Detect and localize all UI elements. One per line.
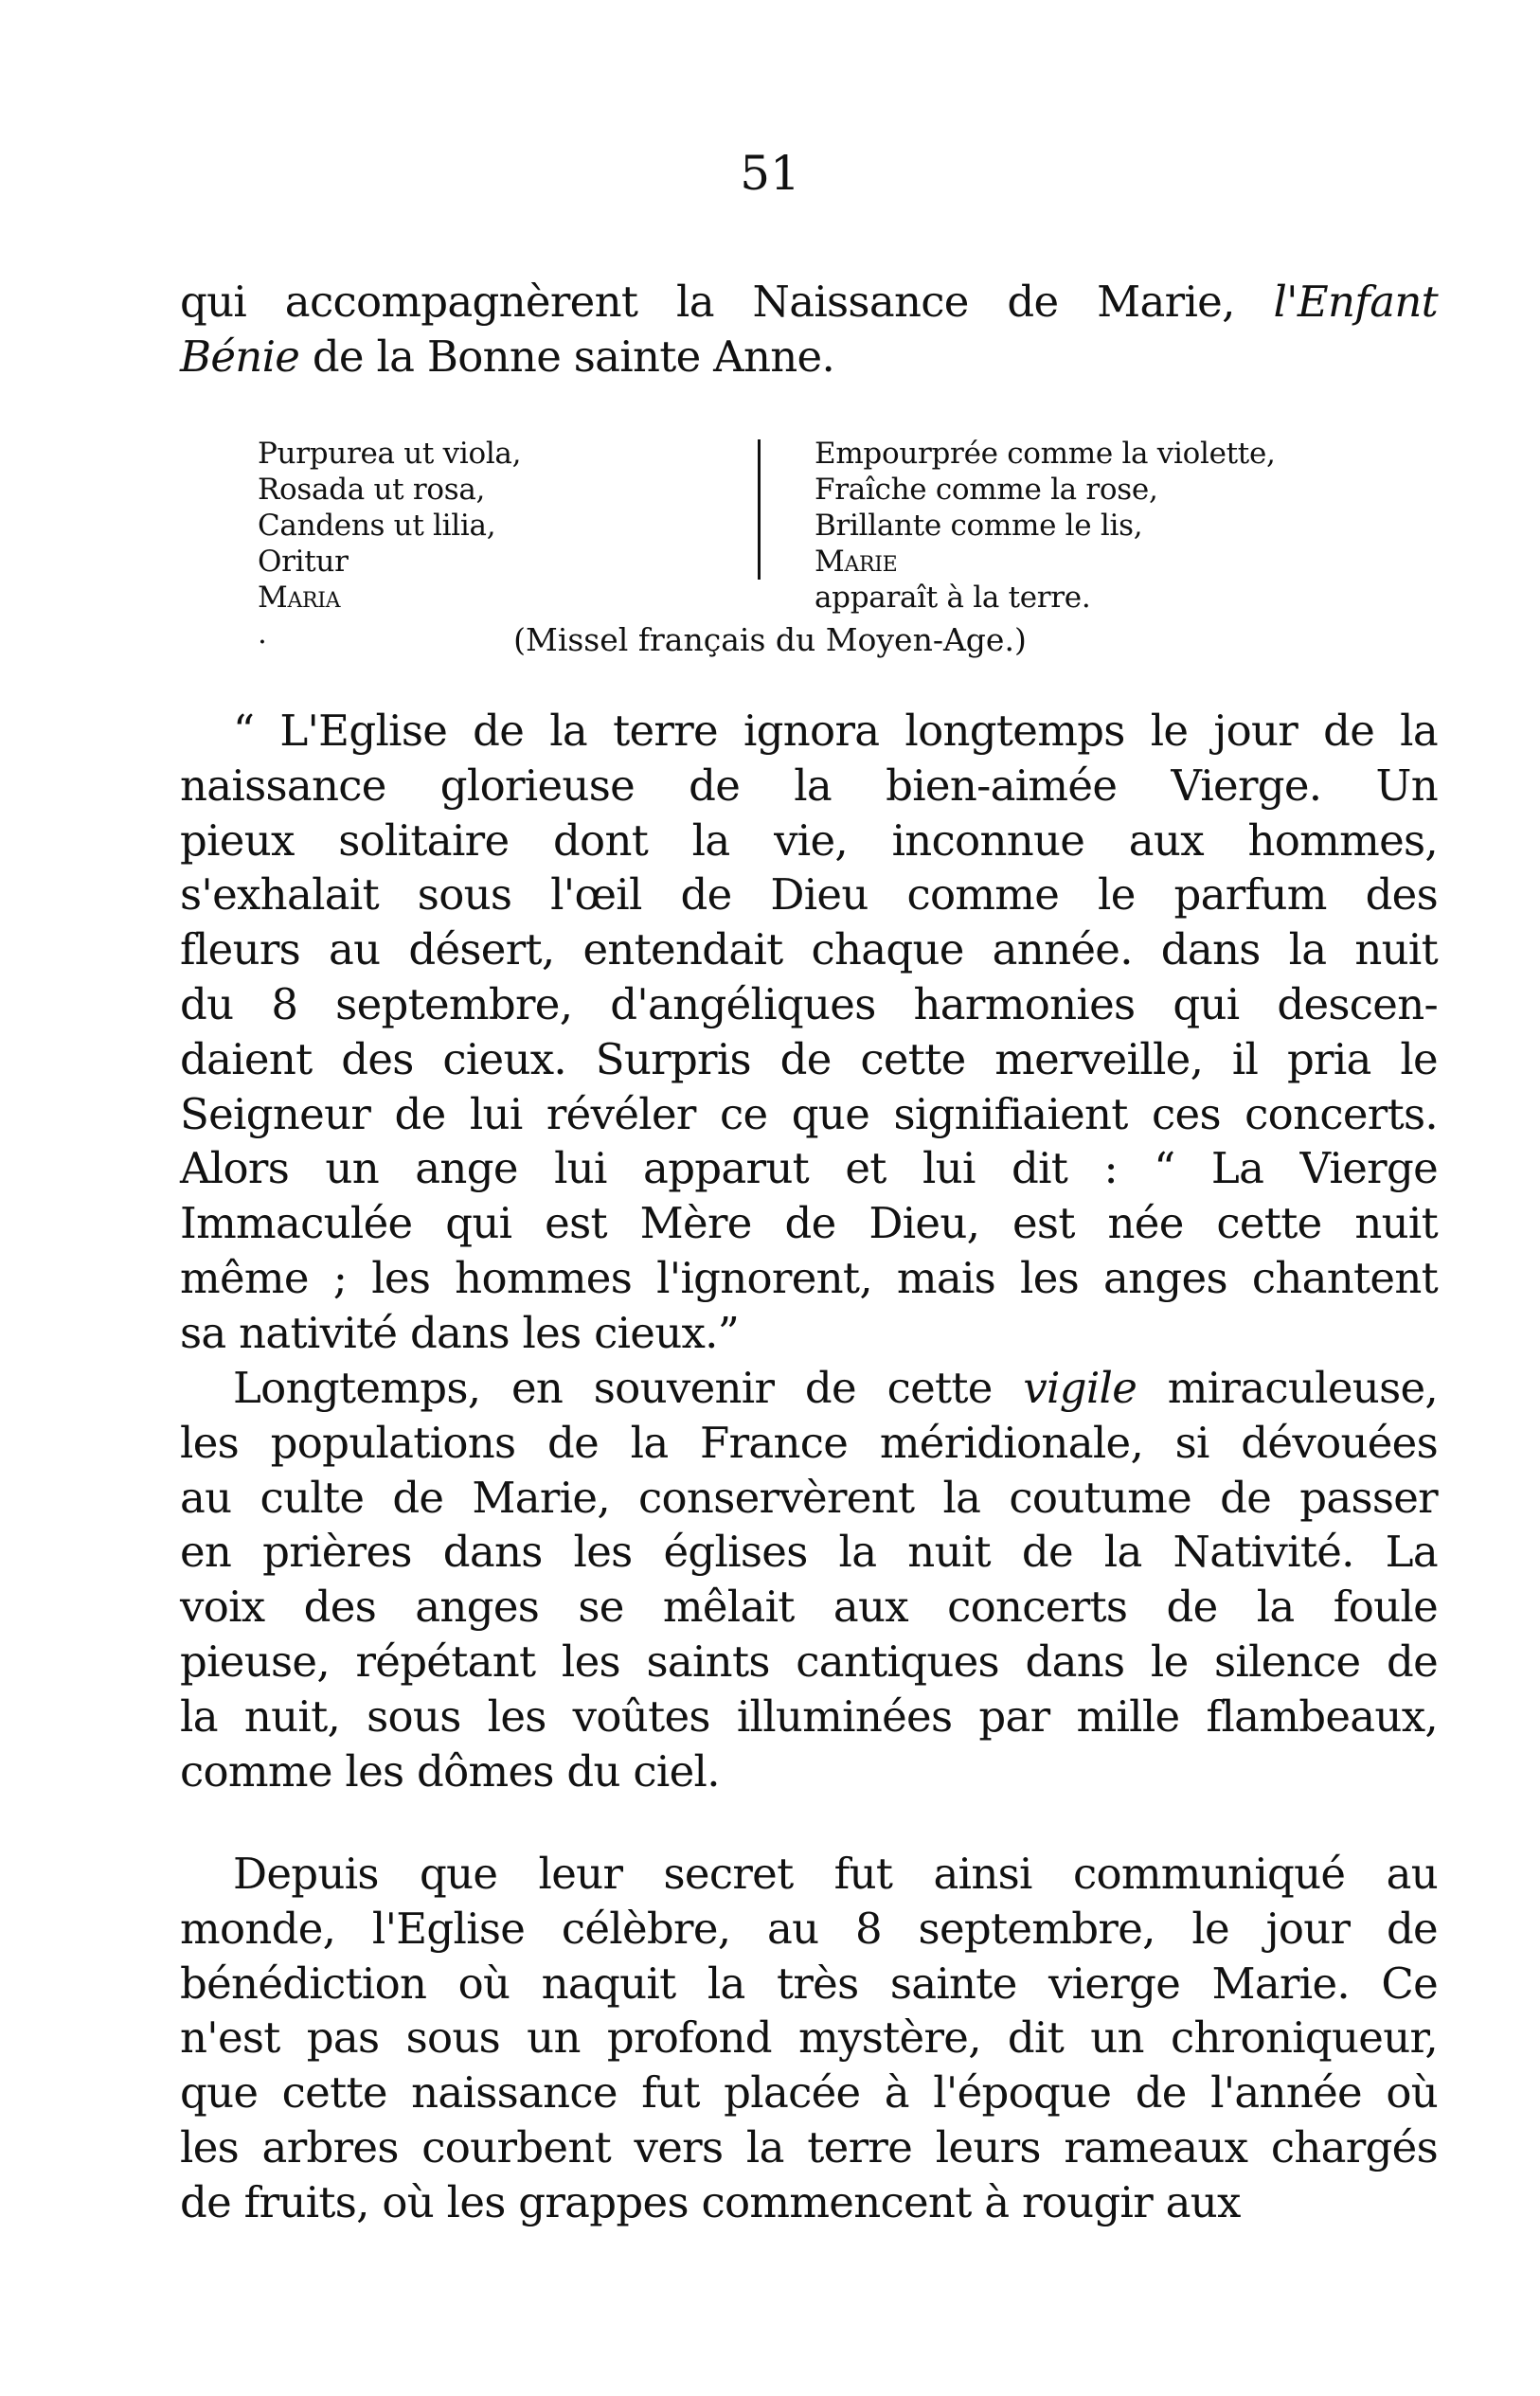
text-line: les arbres courbent vers la terre leurs rameaux chargés [180,2121,1438,2172]
text-line [180,275,1438,330]
text-line: Depuis que leur secret fut ainsi communiqué au [233,1849,1438,1899]
emphasized-text: Bénie [180,331,300,382]
page-number: 51 [740,146,800,201]
text-span: voix des anges se mêlait aux concerts de la foule [180,1582,1438,1633]
text-span: la nuit, sous les voûtes illuminées par mille flambeaux, [180,1690,1438,1742]
text-line: fleurs au désert, entendait chaque année. dans la nuit [180,924,1438,975]
text-line: daient des cieux. Surpris de cette merveille, il pria le [180,1033,1438,1084]
poem-line: Rosada ut rosa, [258,473,486,507]
text-line: Immaculée qui est Mère de Dieu, est née cette nuit [180,1198,1438,1249]
text-span: apparaît à la terre. [815,581,1091,615]
text-line [180,1471,1438,1526]
paragraph-3 [180,1847,1438,2230]
text-span: comme les dômes du ciel. [180,1745,720,1797]
text-line: même ; les hommes l'ignorent, mais les anges chantent [180,1252,1438,1303]
text-line: de fruits, où les grappes commencent à rougir aux [180,2176,1241,2227]
text-span: de la Bonne sainte Anne. [299,331,835,382]
text-line [180,1361,1438,1416]
text-line: Seigneur de lui révéler ce que signifiaient ces concerts. [180,1088,1438,1139]
emphasized-text: l'Enfant [1273,277,1438,327]
intro-sentence [180,275,1438,384]
text-line: bénédiction où naquit la très sainte vierge Marie. Ce [180,1958,1438,2009]
small-caps-name: Maria [258,581,341,615]
poem-line [815,544,1276,616]
text-span: les populations de la France méridionale, si dévouées [180,1417,1438,1468]
text-line: n'est pas sous un profond mystère, dit un chroniqueur, [180,2012,1438,2064]
small-caps-name: Marie [815,545,898,579]
text-line [180,1525,1438,1580]
poem-line: Brillante comme le lis, [815,509,1143,543]
text-span: en prières dans les églises la nuit de la Nativité. La [180,1527,1438,1578]
poem-line: Empourprée comme la violette, [815,437,1276,471]
text-line: pieux solitaire dont la vie, inconnue aux hommes, [180,814,1438,866]
text-span: Longtemps, en souvenir de cette [233,1363,1024,1413]
emphasized-text: vigile [1023,1363,1137,1413]
text-span: Oritur [258,545,349,579]
text-line [180,1635,1438,1690]
text-line: monde, l'Eglise célèbre, au 8 septembre, le jour de [180,1903,1438,1954]
poem-line: Purpurea ut viola, [258,437,522,471]
text-line: sa nativité dans les cieux.” [180,1307,740,1358]
text-line [180,330,1438,384]
paragraph-2 [180,1361,1438,1798]
text-span: pieuse, répétant les saints cantiques dans le silence de [180,1636,1438,1687]
poem-citation: (Missel français du Moyen-Age.) [513,621,1027,658]
poem-latin-column [258,436,521,652]
text-line [180,1416,1438,1471]
text-line: “ L'Eglise de la terre ignora longtemps le jour de la [233,706,1438,756]
paragraph-1 [180,704,1438,1361]
text-line: s'exhalait sous l'œil de Dieu comme le parfum des [180,869,1438,921]
text-line: naissance glorieuse de la bien-aimée Vierge. Un [180,760,1438,811]
text-line: du 8 septembre, d'angéliques harmonies qui descen- [180,978,1438,1029]
text-line [180,1744,1438,1799]
text-line [180,1690,1438,1744]
text-span: au culte de Marie, conservèrent la coutume de passer [180,1472,1438,1523]
poem-french-column [815,436,1276,616]
text-span: miraculeuse, [1137,1363,1438,1413]
text-span: qui accompagnèrent la Naissance de Marie, [180,277,1274,327]
text-line: Alors un ange lui apparut et lui dit : “ La Vierge [180,1143,1438,1194]
text-line: que cette naissance fut placée à l'époque de l'année où [180,2067,1438,2119]
poem-divider [758,439,761,580]
poem-line: Candens ut lilia, [258,509,496,543]
text-line [180,1580,1438,1635]
poem-line: Fraîche comme la rose, [815,473,1158,507]
text-span: . [258,617,267,651]
